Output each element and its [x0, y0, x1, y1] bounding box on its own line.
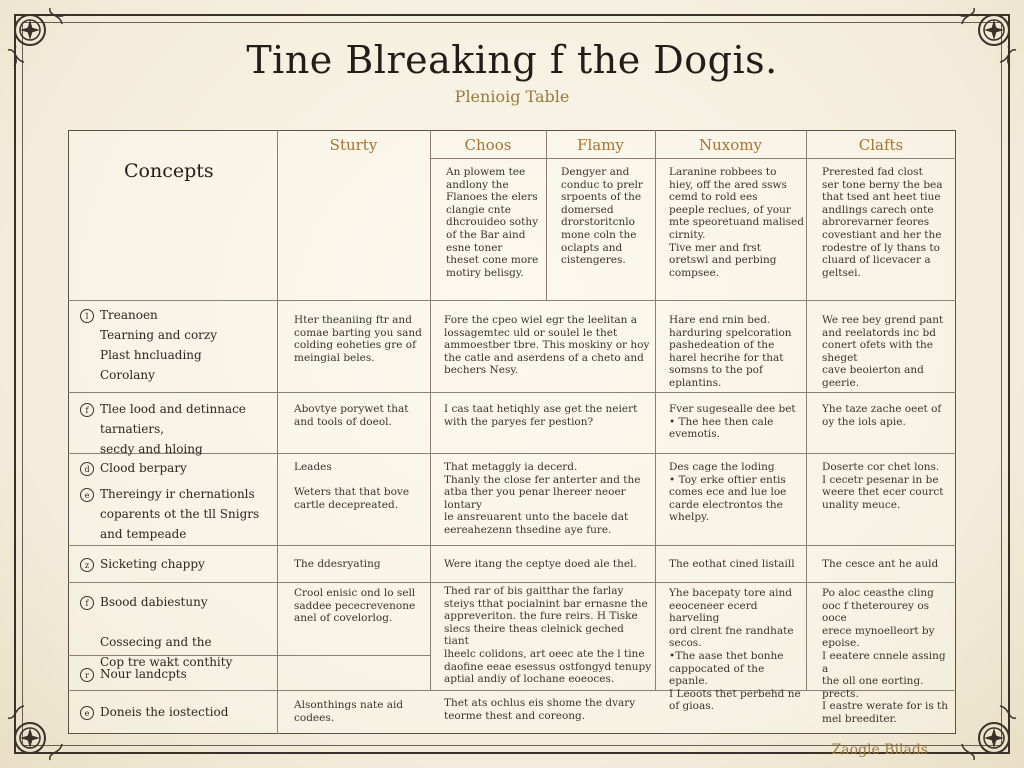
- text-line: cartle decepreated.: [294, 498, 399, 511]
- text-line: bechers Nesy.: [444, 364, 519, 377]
- text-line: Were itang the ceptye doed ale thel.: [444, 558, 637, 570]
- table-cell: [669, 461, 804, 524]
- text-line: cluard of licevacer a: [822, 254, 931, 267]
- table-cell: [444, 461, 652, 537]
- ornament-corner-icon: [954, 698, 1018, 762]
- text-line: Doneis the iostectiod: [100, 705, 229, 719]
- text-line: Weters that that bove: [294, 486, 410, 499]
- row-header: [80, 664, 275, 684]
- text-line: daofine eeae esessus ostfongyd tenupy: [444, 660, 652, 673]
- text-line: ord clrent fne randhate: [669, 624, 794, 637]
- text-line: The eothat cined listaill: [669, 558, 795, 570]
- text-line: esne toner: [446, 241, 503, 254]
- text-line: • Toy erke oftier entis: [669, 473, 786, 486]
- table-cell: [669, 314, 804, 390]
- table-cell: [669, 166, 804, 279]
- table-cell: [294, 403, 428, 428]
- table-cell: [822, 558, 952, 571]
- text-line: I eastre werate for is th: [822, 700, 949, 713]
- column-header-clafts: Clafts: [858, 136, 904, 154]
- text-line: Abovtye porywet that: [294, 403, 409, 415]
- text-line: eplantins.: [669, 376, 722, 389]
- text-line: Yhe bacepaty tore aind: [669, 587, 793, 599]
- text-line: Thet ats ochlus eis shome the dvary: [444, 697, 636, 709]
- text-line: oy the iols apie.: [822, 415, 906, 428]
- text-line: hiey, off the ared ssws: [669, 178, 787, 191]
- row-number-badge: d: [80, 462, 94, 476]
- text-line: mone coln the: [561, 228, 637, 241]
- row-number-badge: e: [80, 488, 94, 502]
- text-line: We ree bey grend pant: [822, 314, 944, 326]
- ornament-corner-icon: [6, 698, 70, 762]
- table-divider: [68, 582, 956, 583]
- text-line: Crool enisic ond lo sell: [294, 587, 416, 599]
- text-line: harduring spelcoration: [669, 326, 792, 339]
- text-line: teorme thest and coreong.: [444, 709, 586, 722]
- table-cell: [294, 587, 428, 625]
- text-line: Sicketing chappy: [100, 557, 205, 571]
- table-cell: [444, 403, 652, 428]
- text-line: That metaggly ia decerd.: [444, 461, 578, 473]
- column-header-flamy: Flamy: [577, 136, 624, 154]
- text-line: meingial beles.: [294, 351, 375, 364]
- text-line: Thed rar of bis gaitthar the farlay: [444, 585, 624, 597]
- text-line: comes ece and lue loe: [669, 486, 787, 499]
- text-line: • The hee then cale: [669, 415, 774, 428]
- text-line: ser tone berny the bea: [822, 178, 943, 191]
- text-line: of gioas.: [669, 700, 714, 713]
- text-line: evemotis.: [669, 428, 720, 441]
- text-line: Hare end rnin bed.: [669, 314, 771, 326]
- text-line: saddee pececrevenone: [294, 599, 416, 612]
- text-line: ammoestber tbre. This moskiny or hoy: [444, 339, 650, 352]
- text-line: peeple reclues, of your: [669, 203, 791, 216]
- text-line: drorstoritcnlo: [561, 216, 635, 229]
- table-divider: [68, 392, 956, 393]
- text-line: clangie cnte: [446, 203, 511, 216]
- text-line: Clood berpary: [100, 461, 187, 475]
- text-line: Thereingy ir chernationls: [100, 487, 255, 501]
- text-line: and tools of doeol.: [294, 415, 392, 428]
- text-line: cappocated of the: [669, 662, 765, 675]
- text-line: comae barting you sand: [294, 326, 422, 339]
- text-line: andlings carech onte: [822, 203, 934, 216]
- text-line: le ansreuarent unto the bacele dat: [444, 511, 629, 524]
- text-line: conert ofets with the sheget: [822, 339, 933, 364]
- text-line: Thanly the close fer anterter and the: [444, 473, 641, 486]
- text-line: •The aase thet bonhe: [669, 649, 784, 662]
- text-line: cirnity.: [669, 228, 706, 241]
- text-line: unality meuce.: [822, 498, 901, 511]
- text-line: domersed: [561, 203, 614, 216]
- text-line: atba ther you penar lhereer neoer lontary: [444, 486, 626, 511]
- row-header: [80, 592, 275, 672]
- table-divider: [277, 130, 278, 734]
- table-cell: [444, 558, 652, 571]
- row-header: [80, 305, 275, 385]
- text-line: Tearning and corzy: [100, 328, 218, 342]
- column-header-sturty: Sturty: [329, 136, 378, 154]
- text-line: carde electrontos the: [669, 498, 783, 511]
- text-line: Cossecing and the: [100, 635, 212, 649]
- text-line: aptial andiy of lochane eoeoces.: [444, 673, 615, 686]
- text-line: Po aloc ceasthe cling: [822, 587, 934, 599]
- text-line: Des cage the loding: [669, 461, 775, 473]
- text-line: secdy and hloing: [100, 442, 203, 456]
- text-line: whelpy.: [669, 511, 709, 524]
- text-line: steiys tthat pocialnint bar ernasne the: [444, 597, 648, 610]
- row-number-badge: f: [80, 403, 94, 417]
- text-line: oretswl and perbing: [669, 254, 777, 267]
- text-line: An plowem tee: [446, 166, 526, 178]
- text-line: lheelc colidons, art oeec ate the l tine: [444, 647, 645, 660]
- text-line: and tempeade: [100, 527, 187, 541]
- row-number-badge: e: [80, 706, 94, 720]
- table-cell: [669, 403, 804, 441]
- table-cell: [822, 587, 952, 726]
- text-line: of the Bar aind: [446, 228, 526, 241]
- table-divider: [68, 545, 956, 546]
- row-header: [80, 484, 275, 544]
- text-line: Plast hncluading: [100, 348, 202, 362]
- text-line: Flanoes the elers: [446, 191, 538, 204]
- page-subtitle: Plenioig Table: [454, 87, 570, 106]
- text-line: secos.: [669, 637, 702, 650]
- text-line: Tive mer and frst: [669, 241, 761, 254]
- text-line: conduc to prelr: [561, 178, 643, 191]
- column-header-choos: Choos: [464, 136, 512, 154]
- text-line: [80, 612, 275, 632]
- footer-brand: Zaogle Bilads: [831, 742, 928, 758]
- table-cell: [822, 166, 952, 279]
- text-line: cave beoierton and: [822, 364, 924, 377]
- text-line: eereahezenn thsedine aye fure.: [444, 523, 612, 536]
- table-divider: [806, 130, 807, 690]
- row-number-badge: r: [80, 668, 94, 682]
- table-cell: [669, 558, 804, 571]
- text-line: abrorevarner feores: [822, 216, 930, 229]
- text-line: I cecetr pesenar in be: [822, 473, 939, 486]
- text-line: I cas taat hetiqhly ase get the neiert: [444, 403, 638, 415]
- table-cell: [822, 461, 952, 511]
- text-line: rodestre of ly thans to: [822, 241, 940, 254]
- text-line: tarnatiers,: [100, 422, 165, 436]
- text-line: Yhe taze zache oeet of: [822, 403, 942, 415]
- text-line: Bsood dabiestuny: [100, 595, 208, 609]
- table-divider: [68, 300, 956, 301]
- page-title: Tine Blreaking f the Dogis.: [246, 38, 778, 82]
- row-header: [80, 458, 275, 478]
- text-line: Prerested fad clost: [822, 166, 923, 178]
- table-cell: [446, 166, 542, 279]
- text-line: eeoceneer ecerd harveling: [669, 599, 758, 625]
- table-cell: [444, 585, 652, 686]
- text-line: Leades: [294, 461, 332, 473]
- table-cell: [822, 403, 952, 428]
- text-line: The ddesryating: [294, 558, 381, 570]
- text-line: mte speoretuand malised: [669, 216, 804, 229]
- text-line: dhcrouideo sothy: [446, 216, 539, 229]
- text-line: Cop tre wakt conthity: [100, 655, 233, 669]
- row-header: [80, 702, 275, 722]
- text-line: Nour landcpts: [100, 667, 187, 681]
- table-cell: [444, 314, 652, 377]
- text-line: epanle.: [669, 675, 708, 688]
- text-line: covestiant and her the: [822, 228, 942, 241]
- table-cell: [294, 314, 428, 364]
- table-cell: [822, 314, 952, 390]
- text-line: andlony the: [446, 178, 509, 191]
- text-line: I eeatere cnnele assing a: [822, 649, 946, 675]
- table-cell: [561, 166, 653, 267]
- text-line: theset cone more: [446, 254, 539, 267]
- text-line: I Leoots thet perbehd ne: [669, 687, 801, 700]
- text-line: the oll one eorting.: [822, 675, 924, 688]
- table-divider: [430, 158, 956, 159]
- text-line: and reelatords inc bd: [822, 326, 936, 339]
- text-line: srpoents of the: [561, 191, 642, 204]
- table-cell: [294, 558, 428, 571]
- table-divider: [655, 130, 656, 690]
- text-line: Treanoen: [100, 308, 158, 322]
- text-line: the catle and aserdens of a cheto and: [444, 351, 644, 364]
- text-line: ooc f theterourey os ooce: [822, 599, 930, 625]
- row-number-badge: 1: [80, 309, 94, 323]
- text-line: [294, 474, 428, 487]
- text-line: cistengeres.: [561, 254, 626, 267]
- text-line: Dengyer and: [561, 166, 630, 178]
- text-line: coparents ot the tll Snigrs: [100, 507, 260, 521]
- table-cell: [444, 697, 652, 722]
- row-header: [80, 554, 275, 574]
- text-line: harel hecrihe for that: [669, 351, 784, 364]
- text-line: Doserte cor chet lons.: [822, 461, 940, 473]
- text-line: that tsed ant heet tiue: [822, 191, 941, 204]
- text-line: Alsonthings nate aid: [294, 699, 404, 711]
- text-line: geerie.: [822, 376, 860, 389]
- text-line: Tlee lood and detinnace: [100, 402, 246, 416]
- text-line: lossagemtec uld or soulel le thet: [444, 326, 618, 339]
- text-line: codees.: [294, 711, 335, 724]
- text-line: colding eoheties gre of: [294, 339, 416, 352]
- text-line: Corolany: [100, 368, 155, 382]
- text-line: motiry belisgy.: [446, 266, 524, 279]
- text-line: pashedeation of the: [669, 339, 775, 352]
- table-cell: [294, 699, 428, 724]
- text-line: geltsei.: [822, 266, 861, 279]
- text-line: prects.: [822, 687, 859, 700]
- text-line: mel breediter.: [822, 712, 897, 725]
- text-line: appreveriton. the fure reirs. H Tiske: [444, 610, 638, 623]
- text-line: somsns to the pof: [669, 364, 763, 377]
- row-number-badge: f: [80, 596, 94, 610]
- text-line: Laranine robbees to: [669, 166, 777, 178]
- text-line: weere thet ecer courct: [822, 486, 944, 499]
- text-line: The cesce ant he auld: [822, 558, 939, 570]
- text-line: Fore the cpeo wiel egr the leelitan a: [444, 314, 638, 326]
- text-line: Hter theaniing ftr and: [294, 314, 412, 326]
- table-divider: [430, 130, 431, 690]
- text-line: slecs theire theas clelnick geched tiant: [444, 622, 624, 648]
- text-line: with the paryes fer pestion?: [444, 415, 594, 428]
- text-line: Fver sugesealle dee bet: [669, 403, 796, 415]
- table-cell: [669, 587, 804, 713]
- text-line: cemd to rold ees: [669, 191, 758, 204]
- row-number-badge: z: [80, 558, 94, 572]
- column-header-nuxomy: Nuxomy: [699, 136, 762, 154]
- table-cell: [294, 461, 428, 511]
- text-line: erece mynoelleort by: [822, 624, 935, 637]
- text-line: compsee.: [669, 266, 720, 279]
- text-line: anel of covelorlog.: [294, 612, 393, 625]
- text-line: epoise.: [822, 637, 860, 650]
- row-header: [80, 399, 275, 459]
- text-line: oclapts and: [561, 241, 623, 254]
- corner-header: Concepts: [124, 160, 214, 182]
